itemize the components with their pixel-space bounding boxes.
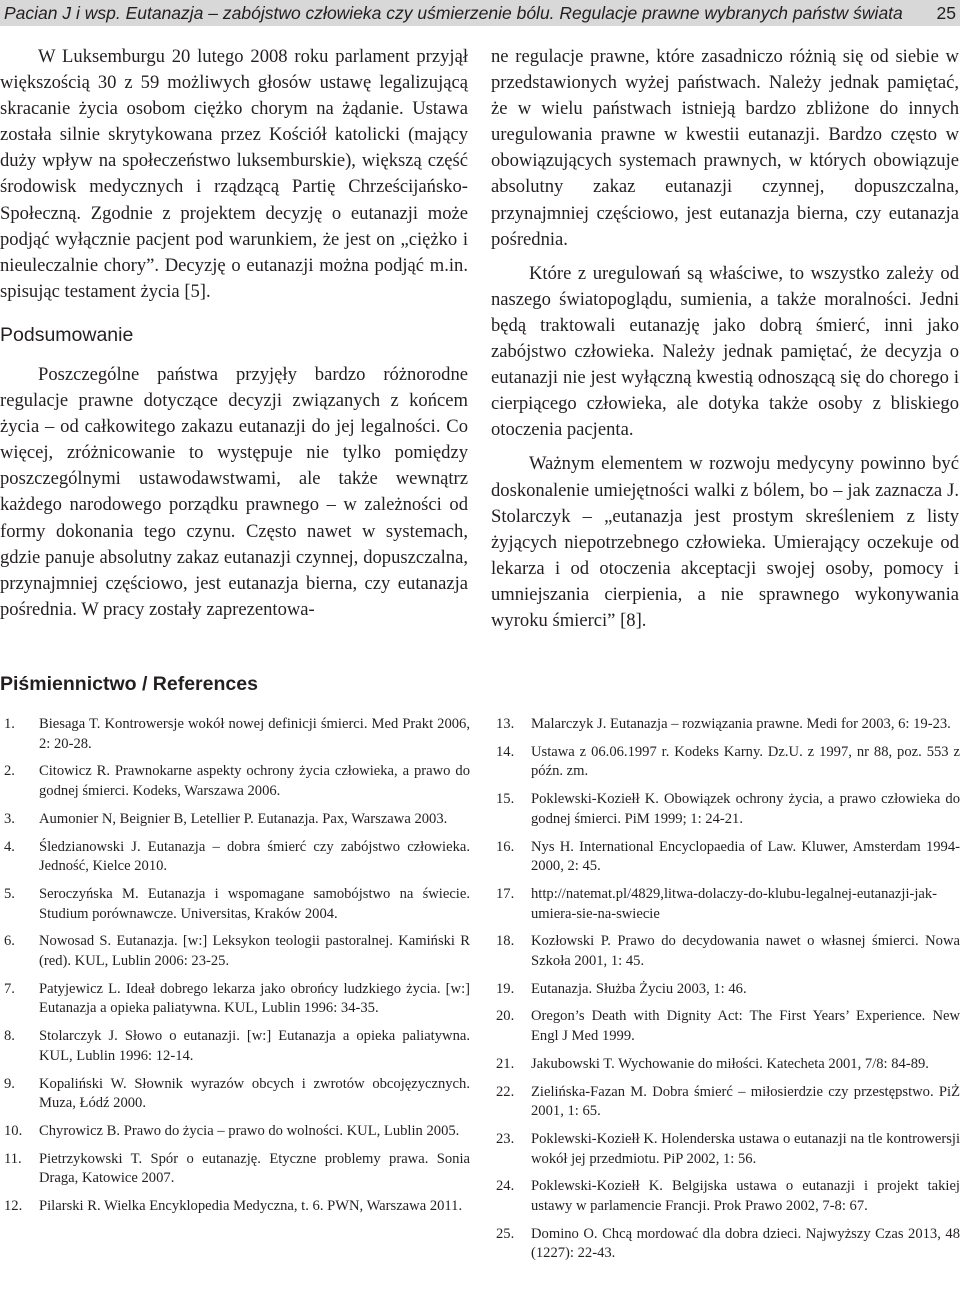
references-list-left xyxy=(4,715,470,1225)
reference-number: 1. xyxy=(4,716,15,732)
reference-number: 11. xyxy=(4,1150,22,1167)
paragraph-pain-management: Ważnym elementem w rozwoju medycyny powinno być doskonalenie umiejętności walki z bólem, bo – jak zaznacza J. Stolarczyk – „eutanazja jest prostym skreśleniem z listy żyjących niepotrzebnego człowieka. Umierający oczekuje od lekarza i od otoczenia akceptacji swojej osoby, pomocy i umniejszania cierpienia, a nie sprawnego wykonywania wyroku śmierci” [8]. xyxy=(491,453,959,631)
reference-text: Chyrowicz B. Prawo do życia – prawo do wolności. KUL, Lublin 2005. xyxy=(39,1122,460,1139)
paragraph-worldview: Które z uregulowań są właściwe, to wszystko zależy od naszego światopoglądu, sumienia, a także moralności. Jedni będą traktowali eutanazję jako dobrą śmierć, inni jako zabójstwo człowieka. Należy jednak pamiętać, że decyzja o eutanazji nie jest wyłączną kwestią odnoszącą się do chorego i cierpiącego człowieka, ale dotyka także osoby z bliskiego otoczenia pacjenta. xyxy=(491,262,959,441)
reference-text: Citowicz R. Prawnokarne aspekty ochrony życia człowieka, a prawo do godnej śmierci. Kodeks, Warszawa 2006. xyxy=(39,763,470,800)
reference-number: 5. xyxy=(4,885,15,902)
reference-number: 24. xyxy=(496,1178,515,1195)
reference-text: Nowosad S. Eutanazja. [w:] Leksykon teologii pastoralnej. Kamiński R (red). KUL, Lublin 2006: 23-25. xyxy=(39,933,470,970)
reference-item xyxy=(496,743,960,782)
reference-item xyxy=(496,790,960,829)
reference-number: 20. xyxy=(496,1008,515,1025)
reference-text: Kopaliński W. Słownik wyrazów obcych i zwrotów obcojęzycznych. Muza, Łódź 2000. xyxy=(39,1075,470,1112)
reference-number: 21. xyxy=(496,1055,515,1072)
reference-text: Pietrzykowski T. Spór o eutanazję. Etyczne problemy prawa. Sonia Draga, Katowice 2007. xyxy=(39,1150,470,1187)
reference-number: 2. xyxy=(4,763,15,780)
page-number: 25 xyxy=(936,3,956,23)
references-list-right xyxy=(496,715,960,1272)
reference-number: 13. xyxy=(496,716,515,732)
reference-text: Biesaga T. Kontrowersje wokół nowej definicji śmierci. Med Prakt 2006, 2: 20-28. xyxy=(39,716,470,752)
reference-item xyxy=(496,838,960,877)
reference-number: 17. xyxy=(496,885,515,902)
reference-number: 12. xyxy=(4,1198,23,1215)
reference-text: Poklewski-Koziełł K. Obowiązek ochrony życia, a prawo człowieka do godnej śmierci. PiM 1999; 1: 24-21. xyxy=(531,791,960,827)
reference-number: 9. xyxy=(4,1075,15,1092)
reference-text: Poklewski-Koziełł K. Holenderska ustawa o eutanazji na tle kontrowersji wokół jej przedmiotu. PiP 2002, 1: 56. xyxy=(531,1130,960,1167)
reference-number: 25. xyxy=(496,1225,515,1242)
reference-number: 4. xyxy=(4,838,15,855)
reference-text: Patyjewicz L. Ideał dobrego lekarza jako obrońcy ludzkiego życia. [w:] Eutanazja a opieka paliatywna. KUL, Lublin 1996: 34-35. xyxy=(39,980,470,1017)
reference-item xyxy=(496,1177,960,1216)
reference-text: http://natemat.pl/4829,litwa-dolaczy-do-klubu-legalnej-eutanazji-jak-umiera-sie-na-swiecie xyxy=(531,885,938,922)
reference-number: 22. xyxy=(496,1083,515,1100)
reference-item xyxy=(4,980,470,1019)
reference-number: 3. xyxy=(4,810,15,827)
reference-item xyxy=(4,838,470,877)
reference-item xyxy=(496,1083,960,1122)
reference-item xyxy=(496,1007,960,1046)
reference-item xyxy=(4,810,470,830)
reference-item xyxy=(4,1027,470,1066)
reference-text: Stolarczyk J. Słowo o eutanazji. [w:] Eutanazja a opieka paliatywna. KUL, Lublin 1996: 12-14. xyxy=(39,1028,470,1064)
paragraph-luxembourg: W Luksemburgu 20 lutego 2008 roku parlament przyjął większością 30 z 59 możliwych głosów ustawę legalizującą skracanie życia osobom ciężko chorym na żądanie. Ustawa została silnie skrytykowana przez Kościół katolicki (mający duży wpływ na społeczeństwo luksemburskie), większą część środowisk medycznych i rządzącą Partię Chrześcijańsko-Społeczną. Zgodnie z projektem decyzję o eutanazji może podjąć wyłącznie pacjent pod warunkiem, że jest on „ciężko i nieuleczalnie chory”. Decyzję o eutanazji można podjąć m.in. spisując testament życia [5]. xyxy=(0,46,468,302)
reference-number: 7. xyxy=(4,980,15,997)
reference-text: Aumonier N, Beignier B, Letellier P. Eutanazja. Pax, Warszawa 2003. xyxy=(39,810,448,827)
reference-item xyxy=(4,715,470,754)
paragraph-summary: Poszczególne państwa przyjęły bardzo różnorodne regulacje prawne dotyczące decyzji związanych z końcem życia – od całkowitego zakazu eutanazji do jej legalności. Co więcej, zróżnicowanie to występuje nie tylko pomiędzy poszczególnymi ustawodawstwami, ale także wewnątrz każdego narodowego porządku prawnego – w zależności od formy dokonania tego czynu. Często nawet w systemach, gdzie panuje absolutny zakaz eutanazji czynnej, dopuszczalna, przynajmniej częściowo, jest eutanazja bierna, czy eutanazja pośrednia. W pracy zostały zaprezentowa- xyxy=(0,363,468,620)
reference-text: Pilarski R. Wielka Encyklopedia Medyczna, t. 6. PWN, Warszawa 2011. xyxy=(39,1198,463,1215)
right-column xyxy=(491,44,959,634)
reference-text: Jakubowski T. Wychowanie do miłości. Katecheta 2001, 7/8: 84-89. xyxy=(531,1055,929,1072)
reference-number: 10. xyxy=(4,1122,23,1139)
paragraph-continuation: ne regulacje prawne, które zasadniczo różnią się od siebie w przedstawionych wyżej państwach. Należy jednak pamiętać, że w wielu państwach istnieją bardzo zbliżone do innych uregulowania prawne w kwestii eutanazji. Bardzo często w obowiązujących systemach prawnych, w których obowiązuje absolutny zakaz eutanazji czynnej, dopuszczalna, przynajmniej częściowo, jest eutanazja bierna, czy eutanazja pośrednia. xyxy=(491,46,959,250)
reference-number: 16. xyxy=(496,838,515,855)
reference-item xyxy=(496,932,960,971)
reference-item xyxy=(496,715,960,735)
reference-number: 18. xyxy=(496,933,515,950)
reference-text: Śledzianowski J. Eutanazja – dobra śmierć czy zabójstwo człowieka. Jedność, Kielce 2010. xyxy=(39,838,470,875)
running-head-title: Pacian J i wsp. Eutanazja – zabójstwo człowieka czy uśmierzenie bólu. Regulacje prawne wybranych państw świata xyxy=(4,3,903,23)
reference-text: Eutanazja. Służba Życiu 2003, 1: 46. xyxy=(531,980,747,997)
reference-item xyxy=(4,932,470,971)
reference-item xyxy=(4,762,470,801)
reference-item xyxy=(496,1130,960,1169)
reference-item xyxy=(496,980,960,1000)
reference-number: 15. xyxy=(496,791,515,808)
reference-text: Seroczyńska M. Eutanazja i wspomagane samobójstwo na świecie. Studium porównawcze. Universitas, Kraków 2004. xyxy=(39,885,470,922)
reference-text: Ustawa z 06.06.1997 r. Kodeks Karny. Dz.U. z 1997, nr 88, poz. 553 z późn. zm. xyxy=(531,743,960,780)
reference-number: 14. xyxy=(496,743,515,760)
reference-item xyxy=(496,885,960,924)
reference-text: Zielińska-Fazan M. Dobra śmierć – miłosierdzie czy przestępstwo. PiŻ 2001, 1: 65. xyxy=(531,1083,960,1120)
reference-item xyxy=(496,1055,960,1075)
reference-text: Poklewski-Koziełł K. Belgijska ustawa o eutanazji i projekt takiej ustawy w parlamencie Francji. Prok Prawo 2002, 7-8: 67. xyxy=(531,1178,960,1215)
reference-text: Domino O. Chcą mordować dla dobra dzieci. Najwyższy Czas 2013, 48 (1227): 22-43. xyxy=(531,1225,960,1262)
reference-item xyxy=(4,1150,470,1189)
running-head xyxy=(0,0,960,26)
left-column xyxy=(0,44,468,623)
reference-text: Nys H. International Encyclopaedia of Law. Kluwer, Amsterdam 1994-2000, 2: 45. xyxy=(531,838,960,875)
reference-number: 23. xyxy=(496,1130,515,1147)
reference-number: 19. xyxy=(496,980,515,997)
reference-item xyxy=(4,1075,470,1114)
reference-item xyxy=(496,1225,960,1264)
reference-text: Malarczyk J. Eutanazja – rozwiązania prawne. Medi for 2003, 6: 19-23. xyxy=(531,716,951,732)
references-heading: Piśmiennictwo / References xyxy=(0,673,258,695)
reference-text: Kozłowski P. Prawo do decydowania nawet o własnej śmierci. Nowa Szkoła 2001, 1: 45. xyxy=(531,933,960,970)
reference-item xyxy=(4,1122,470,1142)
reference-item xyxy=(4,885,470,924)
reference-number: 6. xyxy=(4,933,15,950)
reference-item xyxy=(4,1197,470,1217)
section-heading-summary: Podsumowanie xyxy=(0,323,134,346)
reference-number: 8. xyxy=(4,1028,15,1045)
reference-text: Oregon’s Death with Dignity Act: The First Years’ Experience. New Engl J Med 1999. xyxy=(531,1008,960,1045)
